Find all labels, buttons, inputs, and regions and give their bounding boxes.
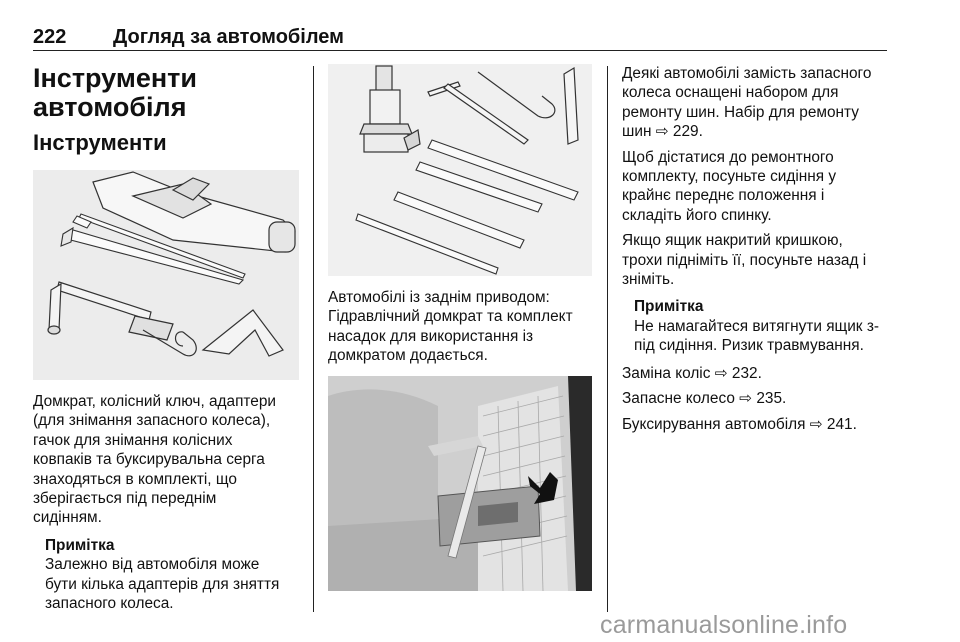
text-line: крайнє переднє положення і [622, 187, 825, 205]
text-line: насадок для використання із [328, 327, 534, 345]
page-ref-link[interactable]: 229. [672, 123, 703, 141]
page-ref-arrow-icon: ⇨ [739, 390, 753, 408]
text-line: Автомобілі із заднім приводом: [328, 289, 550, 306]
cover-paragraph [622, 231, 892, 289]
tools-drawing [33, 170, 299, 380]
column-1 [33, 64, 301, 613]
section-title-line-2: автомобіля [33, 92, 187, 122]
text-line: комплекту, посуньте сидіння у [622, 168, 837, 186]
page-ref-arrow-icon: ⇨ [714, 364, 728, 382]
warning-note-block [622, 297, 892, 355]
subsection-title: Інструменти [33, 130, 167, 155]
text-line: Щоб дістатися до ремонтного [622, 148, 834, 166]
note-title: Примітка [45, 536, 115, 554]
note-block [33, 536, 301, 614]
note-line: Не намагайтеся витягнути ящик з- [634, 317, 879, 335]
cross-reference-spare-wheel [622, 389, 892, 408]
page-number: 222 [33, 26, 67, 48]
cross-reference-wheel-change [622, 364, 892, 383]
text-line: гачок для знімання колісних [33, 431, 233, 449]
under-seat-photo [328, 376, 592, 591]
cross-reference-towing [622, 415, 892, 434]
note-line: запасного колеса. [45, 595, 174, 613]
page-ref-arrow-icon: ⇨ [809, 415, 823, 433]
page-ref-link[interactable]: 235. [756, 390, 787, 408]
section-title [33, 64, 301, 122]
text-line: Якщо ящик накритий кришкою, [622, 232, 843, 250]
hydraulic-jack-illustration [328, 64, 592, 276]
text-line [622, 122, 892, 141]
text-line: Гідравлічний домкрат та комплект [328, 308, 573, 326]
text-line: знаходяться в комплекті, що [33, 470, 237, 488]
repair-kit-paragraph [622, 64, 892, 142]
under-seat-drawing [328, 376, 592, 591]
text-line: складіть його спинку. [622, 206, 772, 224]
tools-paragraph [33, 392, 301, 528]
page-ref-link[interactable]: 232. [731, 364, 762, 382]
reference-text: Заміна коліс [622, 364, 711, 382]
note-line: під сидіння. Ризик травмування. [634, 337, 864, 355]
text-line: сидінням. [33, 509, 102, 527]
column-2 [328, 64, 592, 591]
page-ref-link[interactable]: 241. [826, 415, 857, 433]
hydraulic-jack-drawing [328, 64, 592, 276]
page-ref-arrow-icon: ⇨ [655, 123, 669, 141]
header-rule [33, 50, 887, 51]
tools-illustration [33, 170, 299, 380]
text-line: домкратом додається. [328, 347, 488, 365]
text-line: зберігається під переднім [33, 490, 217, 508]
text-line: зніміть. [622, 271, 675, 289]
text-fragment: шин [622, 123, 652, 141]
note-line: Залежно від автомобіля може [45, 556, 260, 574]
text-line: колеса оснащені набором для [622, 84, 839, 102]
text-line: (для знімання запасного колеса), [33, 412, 271, 430]
text-line: трохи підніміть її, посуньте назад і [622, 251, 867, 269]
text-line: ковпаків та буксирувальна серга [33, 451, 265, 469]
text-line: Деякі автомобілі замість запасного [622, 65, 872, 82]
reference-text: Буксирування автомобіля [622, 415, 806, 433]
page-header [33, 26, 887, 52]
chapter-title: Догляд за автомобілем [113, 26, 344, 48]
text-line: ремонту шин. Набір для ремонту [622, 103, 859, 121]
watermark: carmanualsonline.info [600, 611, 848, 639]
text-line: Домкрат, колісний ключ, адаптери [33, 393, 277, 410]
note-line: бути кілька адаптерів для зняття [45, 575, 280, 593]
section-title-line-1: Інструменти [33, 63, 197, 93]
rwd-paragraph [328, 288, 592, 366]
reference-text: Запасне колесо [622, 390, 735, 408]
column-divider-2 [607, 66, 608, 612]
note-title: Примітка [634, 298, 704, 316]
column-3 [622, 64, 892, 434]
access-paragraph [622, 148, 892, 226]
column-divider-1 [313, 66, 314, 612]
